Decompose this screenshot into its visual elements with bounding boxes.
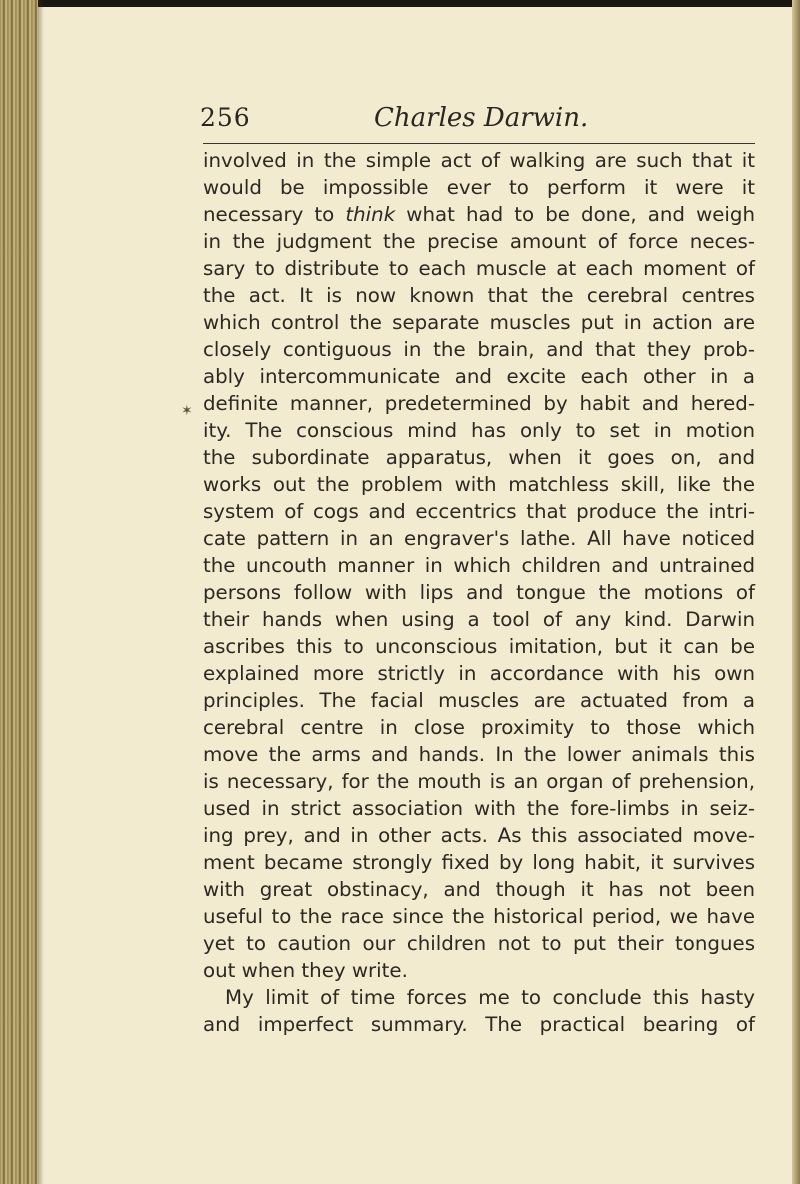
text-line: principles. The facial muscles are actuated from a: [203, 689, 755, 712]
page-right-edge: [792, 0, 800, 1184]
text-fragment: what had to be done, and weigh: [395, 203, 756, 226]
text-line: in the judgment the precise amount of force neces-: [203, 230, 755, 253]
text-line: out when they write.: [203, 959, 408, 982]
text-line: with great obstinacy, and though it has not been: [203, 878, 755, 901]
text-line: their hands when using a tool of any kind. Darwin: [203, 608, 755, 631]
margin-mark-icon: ✶: [181, 403, 193, 419]
running-title: Charles Darwin.: [374, 103, 589, 133]
text-line: the subordinate apparatus, when it goes on, and: [203, 446, 755, 469]
text-line: ascribes this to unconscious imitation, but it can be: [203, 635, 755, 658]
text-line: cerebral centre in close proximity to those which: [203, 716, 755, 739]
text-line: explained more strictly in accordance with his own: [203, 662, 755, 685]
text-line: ing prey, and in other acts. As this associated move-: [203, 824, 755, 847]
header-rule: [203, 143, 755, 144]
text-line: sary to distribute to each muscle at each moment of: [203, 257, 755, 280]
text-line: ity. The conscious mind has only to set in motion: [203, 419, 755, 442]
text-line: the act. It is now known that the cerebral centres: [203, 284, 755, 307]
text-line: cate pattern in an engraver's lathe. All have noticed: [203, 527, 755, 550]
text-line: system of cogs and eccentrics that produce the intri-: [203, 500, 755, 523]
page-number: 256: [200, 103, 251, 132]
italic-word: think: [345, 203, 396, 226]
text-line: move the arms and hands. In the lower animals this: [203, 743, 755, 766]
text-line: yet to caution our children not to put their tongues: [203, 932, 755, 955]
text-line: which control the separate muscles put in action are: [203, 311, 755, 334]
text-line: useful to the race since the historical period, we have: [203, 905, 755, 928]
text-line: ably intercommunicate and excite each other in a: [203, 365, 755, 388]
paragraph-start-line: My limit of time forces me to conclude this hasty: [225, 986, 755, 1009]
text-line: used in strict association with the fore-limbs in seiz-: [203, 797, 755, 820]
book-binding-gutter: [0, 0, 38, 1184]
body-text: [203, 147, 755, 1038]
text-line: the uncouth manner in which children and untrained: [203, 554, 755, 577]
text-line: involved in the simple act of walking are such that it: [203, 149, 755, 172]
text-line: persons follow with lips and tongue the motions of: [203, 581, 755, 604]
text-line: definite manner, predetermined by habit and hered-: [203, 392, 755, 415]
running-head: [200, 103, 760, 143]
text-line: and imperfect summary. The practical bearing of: [203, 1013, 755, 1036]
text-line: ment became strongly fixed by long habit, it survives: [203, 851, 755, 874]
text-line: closely contiguous in the brain, and that they prob-: [203, 338, 755, 361]
text-line-with-italic: [203, 201, 755, 228]
text-fragment: necessary to: [203, 203, 346, 226]
text-line: works out the problem with matchless skill, like the: [203, 473, 755, 496]
page-top-edge: [0, 0, 800, 7]
text-line: is necessary, for the mouth is an organ of prehension,: [203, 770, 755, 793]
text-line: would be impossible ever to perform it were it: [203, 176, 755, 199]
